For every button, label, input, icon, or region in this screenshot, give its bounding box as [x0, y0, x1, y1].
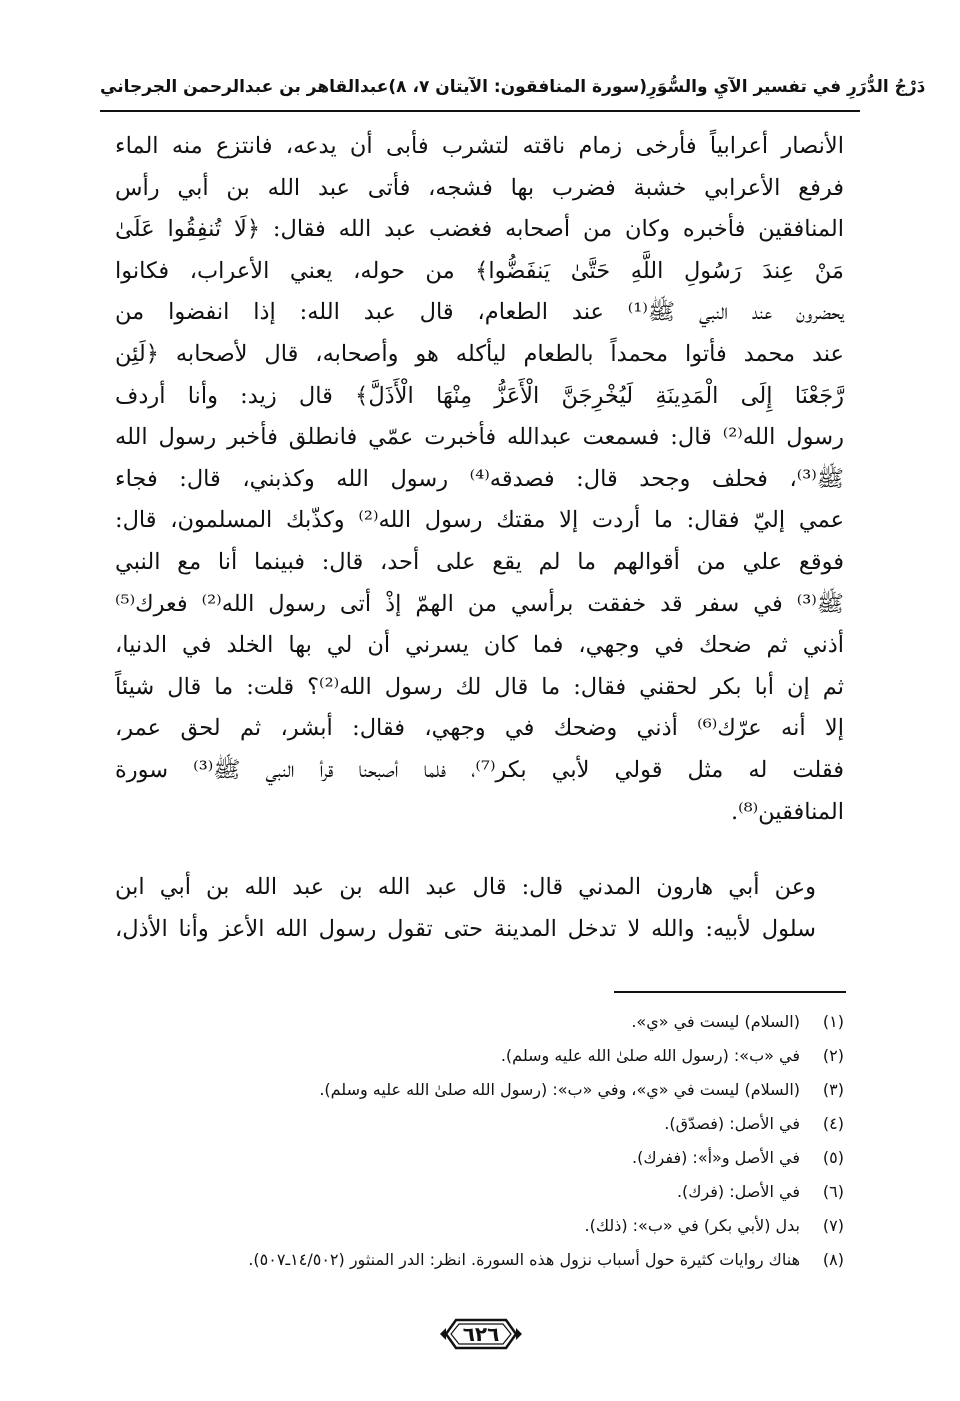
text-line: رسول الله⁽²⁾ قال: فسمعت عبدالله فأخبرت عمّي فانطلق فأخبر رسول الله	[115, 424, 844, 451]
footnote-text: (السلام) ليست في «ي».	[631, 1012, 800, 1031]
text-line: يحضرون عند النبي ﷺ⁽¹⁾ عند الطعام، قال عبد الله: إذا انفضوا من	[115, 299, 845, 326]
text-line: فقلت له مثل قولي لأبي بكر⁽⁷⁾، فلما أصبحنا قرأ النبي ﷺ⁽³⁾ سورة	[115, 756, 844, 783]
main-text	[115, 126, 844, 950]
text-line: فوقع علي من أقوالهم ما لم يقع على أحد، قال: فبينما أنا مع النبي	[115, 548, 844, 575]
footnote	[110, 1073, 844, 1107]
footnote	[110, 1039, 844, 1073]
text-line: المنافقين⁽⁸⁾.	[730, 798, 844, 825]
footnote	[110, 1243, 844, 1277]
text-line: مَنْ عِندَ رَسُولِ اللَّهِ حَتَّىٰ يَنفَضُّوا﴾ من حوله، يعني الأعراب، فكانوا	[115, 257, 844, 284]
footnote-number: (٤)	[822, 1114, 844, 1133]
footnote	[110, 1175, 844, 1209]
footnote-text: في «ب»: (رسول الله صلىٰ الله عليه وسلم).	[500, 1046, 800, 1065]
text-line: الأنصار أعرابياً فأرخى زمام ناقته لتشرب فأبى أن يدعه، فانتزع منه الماء	[115, 133, 844, 159]
footnote-number: (٨)	[822, 1250, 844, 1269]
text-line: رَّجَعْنَا إِلَى الْمَدِينَةِ لَيُخْرِجَنَّ الْأَعَزُّ مِنْهَا الْأَذَلَّ﴾ قال زيد: وأنا أردف	[115, 382, 844, 409]
footnote-number: (٢)	[822, 1046, 844, 1065]
text-line: ﷺ⁽³⁾ في سفر قد خفقت برأسي من الهمّ إذْ أتى رسول الله⁽²⁾ فعرك⁽⁵⁾	[115, 590, 844, 617]
footnote-number: (٧)	[822, 1216, 844, 1235]
footnote	[110, 1005, 844, 1039]
text-line: إلا أنه عرّك⁽⁶⁾ أذني وضحك في وجهي، فقال: أبشر، ثم لحق عمر،	[115, 715, 845, 742]
footnote-number: (١)	[822, 1012, 844, 1031]
text-line: أذني ثم ضحك في وجهي، فما كان يسرني أن لي بها الخلد في الدنيا،	[115, 632, 844, 659]
footnote-separator	[614, 991, 846, 993]
footnote	[110, 1209, 844, 1243]
footnote-number: (٥)	[822, 1148, 844, 1167]
header-book-title: دَرْجُ الدُّرَرِ في تفسير الآيِ والسُّوَرِ	[647, 77, 926, 97]
paragraph-1	[115, 126, 844, 833]
running-header	[100, 64, 926, 112]
header-surah: (سورة المنافقون: الآيتان ٧، ٨)	[388, 77, 648, 97]
footnote-number: (٦)	[822, 1182, 844, 1201]
footnote-text: (السلام) ليست في «ي»، وفي «ب»: (رسول الله صلىٰ الله عليه وسلم).	[319, 1080, 800, 1099]
footnote-text: في الأصل: (فرك).	[676, 1182, 800, 1201]
paragraph-2	[115, 867, 844, 950]
header-author: عبدالقاهر بن عبدالرحمن الجرجاني	[100, 77, 389, 97]
footnote-number: (٣)	[822, 1080, 844, 1099]
text-line: ﷺ⁽³⁾، فحلف وجحد قال: فصدقه⁽⁴⁾ رسول الله وكذبني، قال: فجاء	[115, 465, 844, 492]
footnote	[110, 1107, 844, 1141]
text-line: وعن أبي هارون المدني قال: قال عبد الله بن عبد الله بن أبي ابن	[115, 874, 816, 901]
text-line: سلول لأبيه: والله لا تدخل المدينة حتى تقول رسول الله الأعز وأنا الأذل،	[115, 915, 816, 942]
text-line: عند محمد فأتوا محمداً بالطعام ليأكله هو وأصحابه، قال لأصحابه ﴿لَئِن	[115, 340, 844, 367]
text-line: عمي إليّ فقال: ما أردت إلا مقتك رسول الله⁽²⁾ وكذّبك المسلمون، قال:	[115, 507, 845, 534]
footnotes	[110, 1005, 844, 1277]
footnote-text: في الأصل: (فصدّق).	[664, 1114, 800, 1133]
text-line: فرفع الأعرابي خشبة فضرب بها فشجه، فأتى عبد الله بن أبي رأس	[115, 174, 844, 201]
footnote-text: في الأصل و«أ»: (ففرك).	[632, 1148, 800, 1167]
text-line: ثم إن أبا بكر لحقني فقال: ما قال لك رسول الله⁽²⁾؟ قلت: ما قال شيئاً	[115, 673, 845, 700]
text-line: المنافقين فأخبره وكان من أصحابه فغضب عبد الله فقال: ﴿لَا تُنفِقُوا عَلَىٰ	[115, 216, 844, 243]
footnote-text: هناك روايات كثيرة حول أسباب نزول هذه السورة. انظر: الدر المنثور (١٤/٥٠٢ـ٥٠٧).	[248, 1250, 800, 1269]
page-number: ٦٢٦	[462, 1322, 500, 1346]
page-number-ornament	[440, 1314, 522, 1354]
footnote-text: بدل (لأبي بكر) في «ب»: (ذلك).	[584, 1216, 800, 1235]
footnote	[110, 1141, 844, 1175]
